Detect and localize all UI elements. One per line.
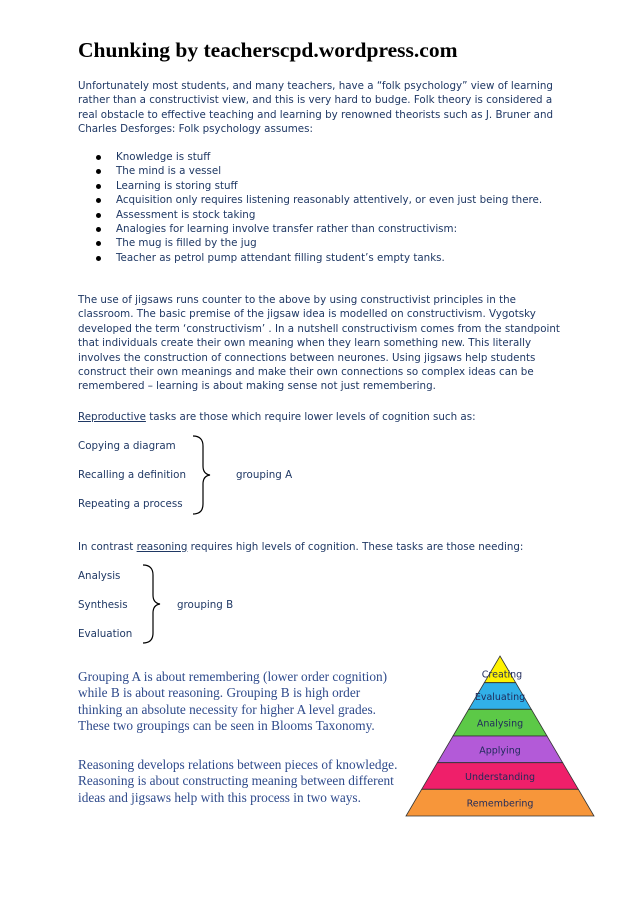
pyramid-level-label: Evaluating [474, 692, 526, 703]
grouping-a-brace [190, 434, 212, 516]
reasoning-intro: In contrast reasoning requires high levels of cognition. These tasks are those needing: [78, 541, 524, 553]
bullet-icon [96, 184, 101, 189]
bullet-icon [96, 213, 101, 218]
blooms-taxonomy-pyramid [400, 650, 600, 820]
bullet-icon [96, 241, 101, 246]
reproductive-item: Copying a diagram [78, 440, 176, 452]
bullet-icon [96, 198, 101, 203]
bullet-icon [96, 256, 101, 261]
bullet-icon [96, 169, 101, 174]
list-item: Learning is storing stuff [96, 179, 542, 193]
list-item: Teacher as petrol pump attendant filling student’s empty tanks. [96, 251, 542, 265]
reproductive-term: Reproductive [78, 411, 146, 423]
list-item: The mug is filled by the jug [96, 236, 542, 250]
pyramid-level-label: Understanding [465, 772, 535, 783]
list-item: Acquisition only requires listening reasonably attentively, or even just being there. [96, 193, 542, 207]
list-item: Knowledge is stuff [96, 150, 542, 164]
bullet-icon [96, 155, 101, 160]
reasoning-paragraph: Reasoning develops relations between pieces of knowledge. Reasoning is about constructing meaning between different ideas and jigsaws help with this process in two ways. [78, 757, 398, 805]
pyramid-level-label: Creating [481, 669, 523, 681]
reasoning-item: Evaluation [78, 628, 133, 640]
grouping-b-label: grouping B [177, 599, 234, 611]
list-item: Analogies for learning involve transfer rather than constructivism: [96, 222, 542, 236]
jigsaw-paragraph: The use of jigsaws runs counter to the above by using constructivist principles in the classroom. The basic premise of the jigsaw idea is modelled on constructivism. Vygotsky developed the term ‘constructivism’ . In a nutshell constructivism comes from the standpoint that individuals create their own meaning when they learn something new. This literally involves the construction of connections between neurones. Using jigsaws help students construct their own meanings and make their own connections so complex ideas can be remembered – learning is about making sense not just remembering. [78, 294, 560, 393]
grouping-b-brace [140, 563, 162, 645]
list-item: The mind is a vessel [96, 164, 542, 178]
bullet-icon [96, 227, 101, 232]
intro-paragraph: Unfortunately most students, and many teachers, have a “folk psychology” view of learning rather than a constructivist view, and this is very hard to budge. Folk theory is considered a real obstacle to effective teaching and learning by renowned theorists such as J. Bruner and Charles Desforges: Folk psychology assumes: [78, 80, 554, 136]
reasoning-item: Synthesis [78, 599, 128, 611]
pyramid-level-label: Remembering [466, 798, 534, 810]
reasoning-item: Analysis [78, 570, 121, 582]
list-item: Assessment is stock taking [96, 208, 542, 222]
reproductive-item: Recalling a definition [78, 469, 186, 481]
grouping-paragraph: Grouping A is about remembering (lower order cognition) while B is about reasoning. Grouping B is high order thinking an absolute necessity for higher A level grades. These two groupings can be seen in Blooms Taxonomy. [78, 669, 388, 733]
grouping-a-label: grouping A [236, 469, 293, 481]
reproductive-item: Repeating a process [78, 498, 183, 510]
page-title: Chunking by teacherscpd.wordpress.com [78, 38, 458, 62]
pyramid-level-label: Analysing [476, 718, 524, 730]
folk-psychology-list [96, 150, 542, 265]
reproductive-intro: Reproductive tasks are those which require lower levels of cognition such as: [78, 411, 476, 423]
reasoning-term: reasoning [136, 541, 188, 553]
pyramid-level-label: Applying [479, 745, 521, 757]
